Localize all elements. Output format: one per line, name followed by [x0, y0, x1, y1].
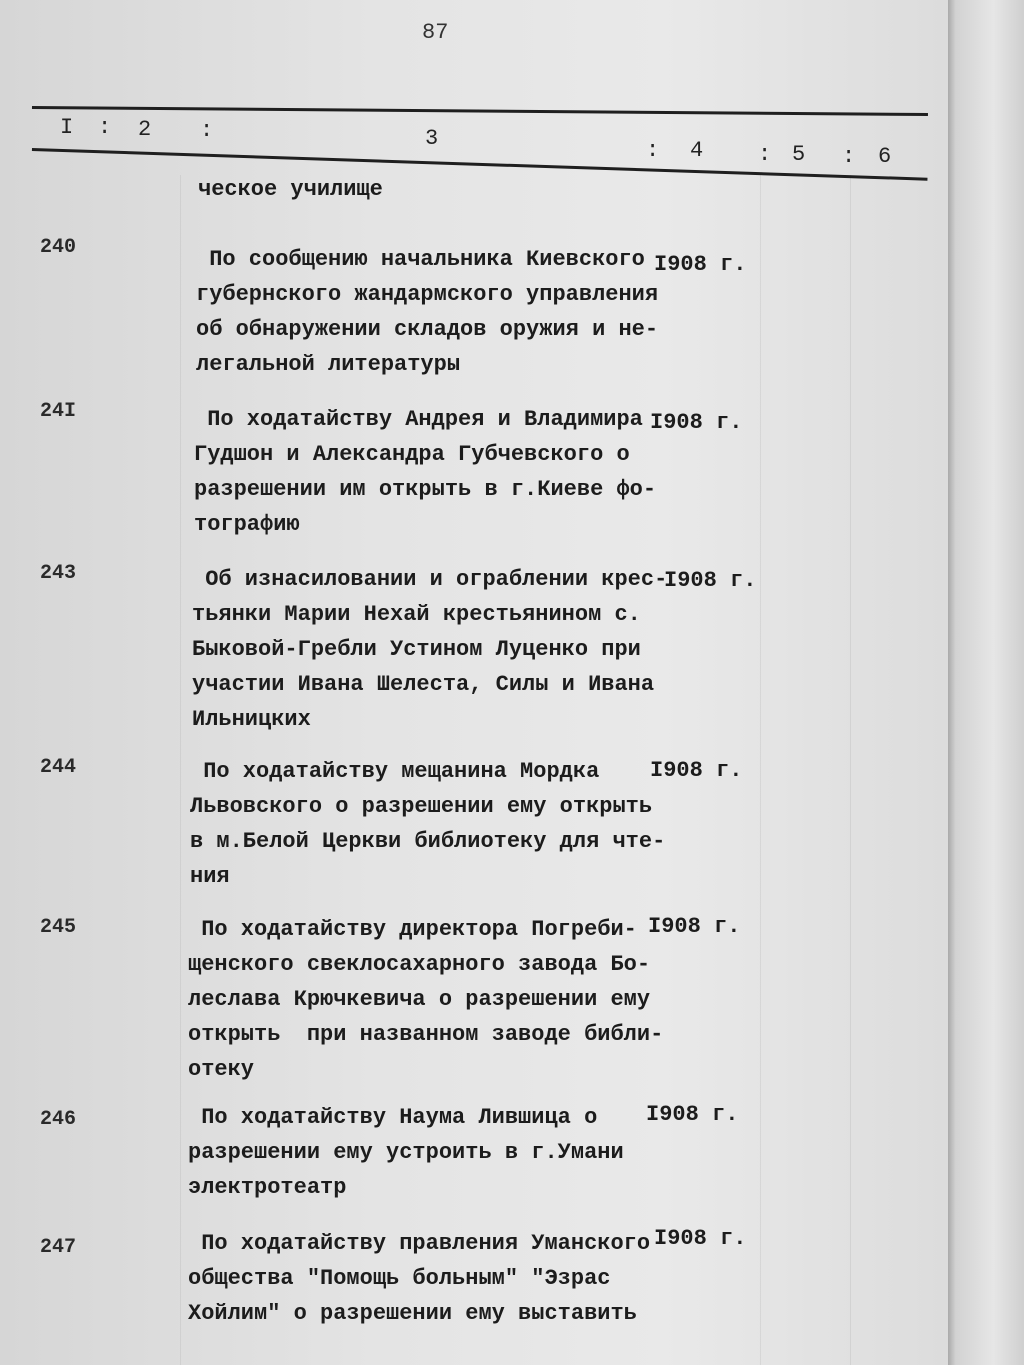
continuation-text [198, 172, 383, 207]
text-line: открыть при названном заводе библи- [188, 1022, 664, 1047]
text-line: щенского свеклосахарного завода Бо- [188, 952, 651, 977]
header-top-rule [32, 106, 928, 116]
entry-number: 247 [40, 1236, 77, 1259]
column-header-5: 5 [792, 142, 806, 167]
column-header-1: I [60, 115, 74, 140]
entry-number: 246 [40, 1108, 77, 1131]
entry-number: 243 [40, 562, 77, 585]
entry-description [196, 242, 658, 382]
entry-description [192, 562, 667, 737]
text-line: Львовского о разрешении ему открыть [190, 794, 653, 819]
entry-description [188, 1226, 650, 1331]
entry-description [188, 912, 663, 1087]
text-line: электротеатр [188, 1175, 347, 1200]
text-line: Быковой-Гребли Устином Луценко при [192, 637, 641, 662]
text-line: По ходатайству мещанина Мордка [190, 759, 600, 784]
text-line: губернского жандармского управления [196, 282, 659, 307]
text-line: разрешении им открыть в г.Киеве фо- [194, 477, 657, 502]
entry-number: 24I [40, 400, 77, 423]
entry-number: 240 [40, 236, 77, 259]
entry-date: I908 г. [654, 1226, 747, 1251]
text-line: леслава Крючкевича о разрешении ему [188, 987, 651, 1012]
column-separator: : [646, 138, 660, 163]
text-line: По ходатайству директора Погреби- [188, 917, 637, 942]
text-line: По ходатайству правления Уманского [188, 1231, 651, 1256]
column-separator: : [842, 144, 856, 169]
text-line: Хойлим" о разрешении ему выставить [188, 1301, 637, 1326]
column-separator: : [758, 142, 772, 167]
page-number: 87 [422, 20, 449, 45]
text-line: ческое училище [198, 177, 383, 202]
text-line: участии Ивана Шелеста, Силы и Ивана [192, 672, 655, 697]
text-line: ния [190, 864, 230, 889]
text-line: отеку [188, 1057, 255, 1082]
entry-date: I908 г. [650, 410, 743, 435]
text-line: Об изнасиловании и ограблении крес- [192, 567, 668, 592]
text-line: легальной литературы [196, 352, 461, 377]
text-line: тьянки Марии Нехай крестьянином с. [192, 602, 641, 627]
text-line: По ходатайству Андрея и Владимира [194, 407, 643, 432]
column-header-3: 3 [425, 126, 439, 151]
entry-description [194, 402, 656, 542]
column-divider [850, 175, 851, 1365]
column-header-6: 6 [878, 144, 892, 169]
text-line: По сообщению начальника Киевского [196, 247, 645, 272]
entry-number: 244 [40, 756, 77, 779]
page-edge [948, 0, 1024, 1365]
column-separator: : [98, 115, 112, 140]
text-line: разрешении ему устроить в г.Умани [188, 1140, 624, 1165]
entry-date: I908 г. [650, 758, 743, 783]
entry-description [188, 1100, 624, 1205]
text-line: общества "Помощь больным" "Эзрас [188, 1266, 611, 1291]
entry-date: I908 г. [646, 1102, 739, 1127]
column-header-2: 2 [138, 117, 152, 142]
text-line: По ходатайству Наума Лившица о [188, 1105, 598, 1130]
text-line: Гудшон и Александра Губчевского о [194, 442, 630, 467]
entry-date: I908 г. [664, 568, 757, 593]
entry-date: I908 г. [654, 252, 747, 277]
text-line: об обнаружении складов оружия и не- [196, 317, 659, 342]
column-separator: : [200, 118, 214, 143]
entry-description [190, 754, 665, 894]
entry-date: I908 г. [648, 914, 741, 939]
column-divider [180, 175, 181, 1365]
text-line: в м.Белой Церкви библиотеку для чте- [190, 829, 666, 854]
column-header-4: 4 [690, 138, 704, 163]
text-line: тографию [194, 512, 300, 537]
entry-number: 245 [40, 916, 77, 939]
text-line: Ильницких [192, 707, 311, 732]
column-divider [760, 175, 761, 1365]
